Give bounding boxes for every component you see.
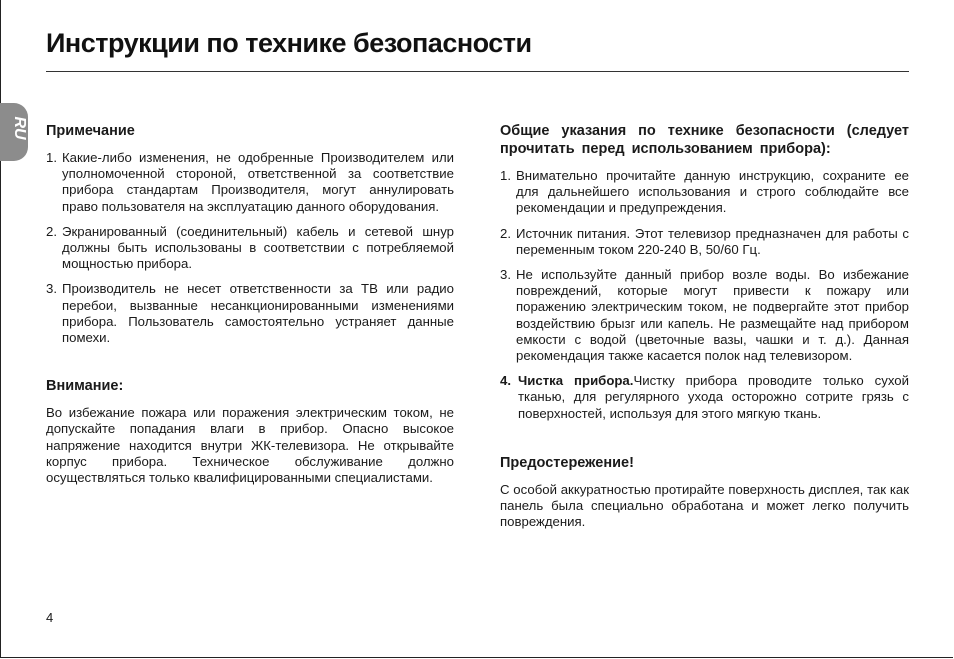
list-item [46, 150, 454, 215]
left-column [46, 122, 454, 486]
warning-heading: Внимание: [46, 378, 124, 395]
list-item-text [518, 373, 909, 422]
right-column [500, 122, 909, 530]
list-item-number: 1. [46, 150, 57, 165]
general-safety-heading: Общие указания по технике безопасности (следует прочитать перед использованием прибора): [500, 123, 909, 157]
warning-text: Во избежание пожара или поражения электрическим током, не допускайте попадания влаги в прибор. Опасно высокое напряжение находится внутри ЖК-телевизора. Не открывайте корпус прибора. Техническое обслуживание должно осуществляться только квалифицированными специалистами. [46, 405, 454, 486]
list-item-number: 3. [46, 281, 57, 297]
list-item-text: Экранированный (соединительный) кабель и сетевой шнур должны быть использованы в соответствии с потребляемой мощностью прибора. [62, 223, 454, 272]
list-item-text: Источник питания. Этот телевизор предназначен для работы с переменным током 220-240 В, 50/60 Гц. [516, 225, 909, 257]
list-item-text: Внимательно прочитайте данную инструкцию, сохраните ее для дальнейшего использования и строго соблюдайте все рекомендации и предупреждения. [516, 168, 909, 216]
note-list [46, 150, 454, 346]
list-item-number: 1. [500, 168, 511, 183]
caution-section [500, 454, 909, 531]
list-item [46, 224, 454, 273]
cleaning-label: Чистка прибора. [518, 373, 634, 389]
caution-text: С особой аккуратностью протирайте поверхность дисплея, так как панель была специально обработана и может легко получить повреждения. [500, 481, 909, 530]
list-item-number: 4. [500, 373, 511, 389]
list-item-text: Производитель не несет ответственности за ТВ или радио перебои, вызванные несанкционированными изменениями прибора. Пользователь самостоятельно устраняет данные помехи. [62, 281, 454, 346]
page-number: 4 [46, 610, 54, 625]
list-item-number: 2. [500, 225, 511, 241]
general-safety-section [500, 122, 909, 422]
general-safety-list [500, 168, 909, 422]
warning-section [46, 377, 454, 486]
list-item-number: 2. [46, 223, 57, 239]
title-divider [46, 71, 909, 72]
page-title: Инструкции по технике безопасности [46, 28, 532, 58]
list-item [46, 281, 454, 346]
list-item [500, 168, 909, 217]
language-tab-label: RU [11, 116, 28, 140]
caution-heading: Предостережение! [500, 454, 634, 471]
list-item-number: 3. [500, 267, 511, 283]
note-heading: Примечание [46, 123, 135, 139]
list-item [500, 267, 909, 364]
list-item [500, 226, 909, 258]
list-item-text: Какие-либо изменения, не одобренные Производителем или уполномоченной стороной, ответственной за соответствие прибора стандартам Производителя, могут аннулировать право пользователя на эксплуатацию данного оборудования. [62, 150, 454, 214]
list-item [500, 373, 909, 422]
list-item-text: Не используйте данный прибор возле воды. Во избежание повреждений, которые могут привести к пожару или поражению электрическим током, не подвергайте этот прибор воздействию брызг или капель. Не размещайте над прибором емкости с водой (цветочные вазы, чашки и т. д.). Данная рекомендация также касается полок над телевизором. [516, 267, 909, 364]
language-tab [0, 103, 28, 161]
note-section [46, 122, 454, 346]
cleaning-text: Чистку прибора проводите только сухой тканью, для регулярного ухода осторожно сотрите грязь с поверхностей, используя для этого мягкую ткань. [518, 373, 909, 421]
